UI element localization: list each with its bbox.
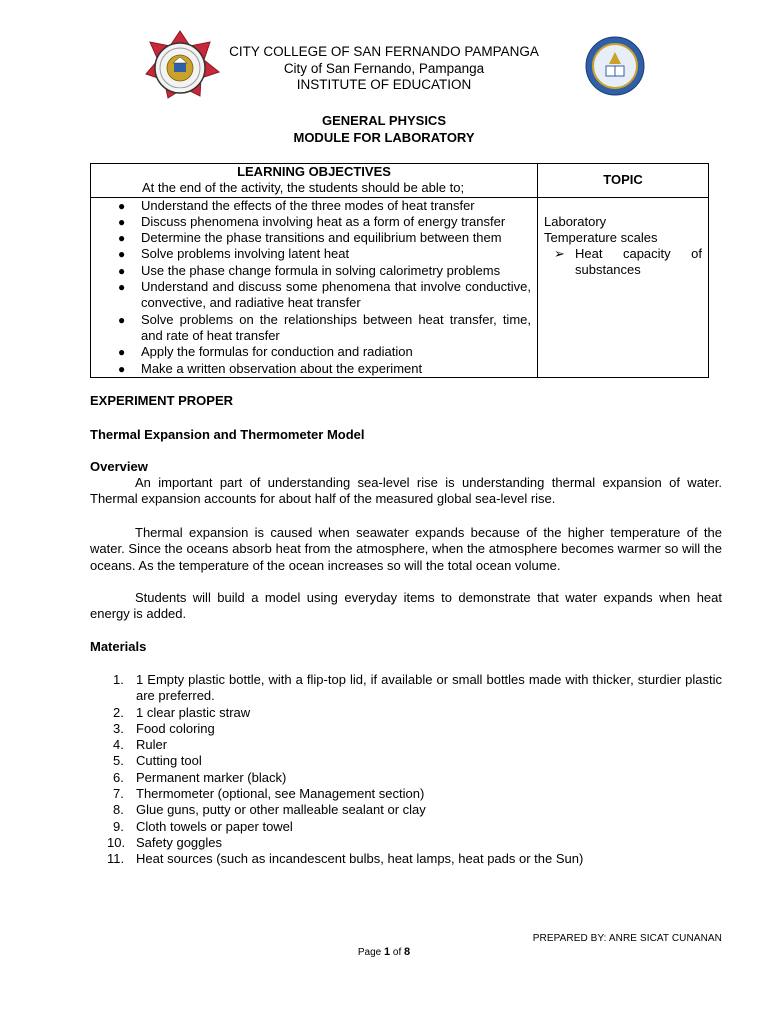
objectives-subheading: At the end of the activity, the students should be able to; [142,180,465,196]
college-name: CITY COLLEGE OF SAN FERNANDO PAMPANGA [229,44,539,59]
topic-line1: Laboratory [544,213,607,229]
college-header [200,44,568,94]
list-item: ● Understand the effects of the three modes of heat transfer [118,197,475,213]
materials-list [90,672,722,868]
module-title-line1: GENERAL PHYSICS [321,113,446,128]
module-title-line2: MODULE FOR LABORATORY [293,129,475,145]
list-item: ● Determine the phase transitions and equilibrium between them [118,230,502,246]
overview-heading: Overview [90,459,148,474]
list-item: ● Understand and discuss some phenomena that involve conductive, convective, and radiative heat transfer [118,279,531,311]
bullet-icon: ● [118,214,126,229]
learning-objectives-table [90,163,709,378]
topic-cell [538,197,709,377]
bullet-icon: ● [118,198,126,213]
seal-year: 2000 [174,88,186,94]
institute-seal-logo [582,36,648,96]
experiment-title: Thermal Expansion and Thermometer Model [90,427,365,442]
list-item: ● Solve problems involving latent heat [118,246,350,262]
college-city: City of San Fernando, Pampanga [283,60,485,76]
objectives-list-cell [91,197,538,377]
list-item: 2. 1 clear plastic straw [113,704,251,720]
prepared-by-footer: PREPARED BY: ANRE SICAT CUNANAN [532,933,722,944]
overview-paragraph-2: Thermal expansion is caused when seawater expands because of the higher temperature of the water. Since the oceans absorb heat from the atmosphere, when the atmosphere becomes warmer so will the oceans. As the temperature of the ocean increases so will the total ocean volume. [90,525,722,573]
topic-subitem: ➢ Heat capacity of substances [554,246,702,278]
list-item: 9. Cloth towels or paper towel [113,818,293,834]
topic-line2: Temperature scales [544,229,658,245]
bullet-icon: ● [118,247,126,262]
bullet-icon: ● [118,280,126,295]
objectives-list [91,198,537,377]
topic-heading: TOPIC [538,164,709,198]
list-item: 11. Heat sources (such as incandescent bulbs, heat lamps, heat pads or the Sun) [107,851,584,867]
list-item: ● Apply the formulas for conduction and radiation [118,344,413,360]
bullet-icon: ● [118,345,126,360]
list-item: ● Discuss phenomena involving heat as a form of energy transfer [118,213,506,229]
list-item: 10. Safety goggles [107,834,223,850]
overview-paragraph-3: Students will build a model using everyday items to demonstrate that water expands when heat energy is added. [90,590,722,622]
arrow-bullet-icon: ➢ [554,246,565,262]
list-item: 8. Glue guns, putty or other malleable sealant or clay [113,802,426,818]
module-title [0,113,768,146]
list-item: 3. Food coloring [113,720,215,736]
experiment-proper-heading: EXPERIMENT PROPER [90,393,234,408]
overview-paragraph-1: An important part of understanding sea-level rise is understanding thermal expansion of water. Thermal expansion accounts for about half of the measured global sea-level rise. [90,475,722,507]
list-item: 6. Permanent marker (black) [113,769,287,785]
bullet-icon: ● [118,312,126,327]
objectives-header-cell [91,164,538,198]
list-item: 7. Thermometer (optional, see Management section) [113,786,425,802]
list-item: 4. Ruler [113,737,168,753]
list-item: ● Use the phase change formula in solving calorimetry problems [118,262,501,278]
bullet-icon: ● [118,231,126,246]
objectives-heading: LEARNING OBJECTIVES [237,164,391,179]
list-item: 1. 1 Empty plastic bottle, with a flip-top lid, if available or small bottles made with thicker, sturdier plastic are preferred. [113,672,722,704]
list-item: ● Solve problems on the relationships between heat transfer, time, and rate of heat transfer [118,311,531,343]
institute-name: INSTITUTE OF EDUCATION [296,77,472,92]
bullet-icon: ● [118,263,126,278]
list-item: 5. Cutting tool [113,753,202,769]
materials-heading: Materials [90,639,147,654]
page-number: Page 1 of 8 [357,946,411,958]
bullet-icon: ● [118,361,126,376]
list-item: ● Make a written observation about the experiment [118,360,423,376]
